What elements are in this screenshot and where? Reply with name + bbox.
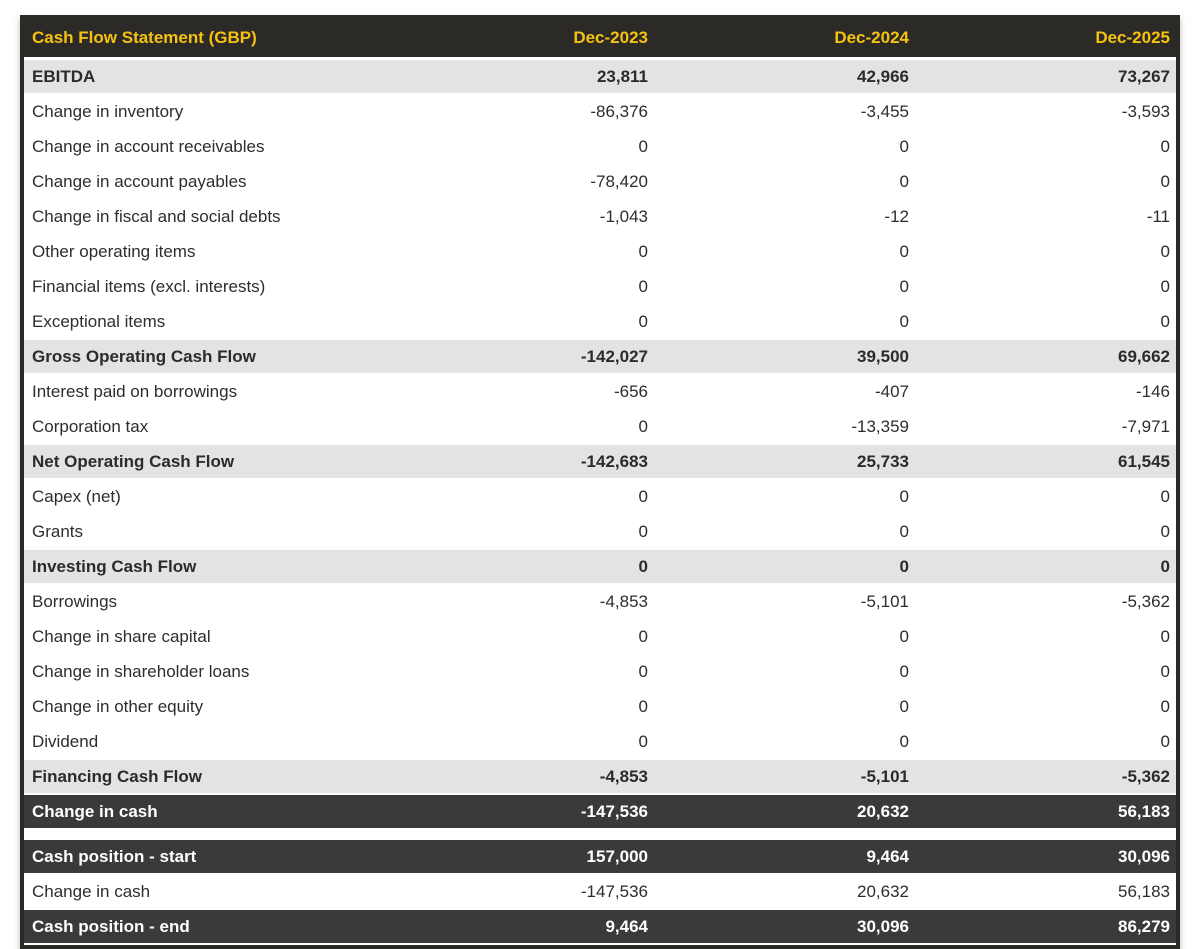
value-cell: -142,027 bbox=[393, 339, 654, 374]
value-cell: 0 bbox=[915, 619, 1176, 654]
value-cell: -86,376 bbox=[393, 94, 654, 129]
value-cell: 73,267 bbox=[915, 59, 1176, 95]
row-label: Financing Cash Flow bbox=[24, 759, 393, 794]
value-cell: -13,359 bbox=[654, 409, 915, 444]
value-cell: -3,455 bbox=[654, 94, 915, 129]
value-cell: 0 bbox=[393, 304, 654, 339]
row-label: Borrowings bbox=[24, 584, 393, 619]
value-cell: -5,101 bbox=[654, 759, 915, 794]
table-title: Cash Flow Statement (GBP) bbox=[24, 19, 393, 59]
table-row bbox=[24, 374, 1176, 409]
value-cell: -7,971 bbox=[915, 409, 1176, 444]
value-cell: 0 bbox=[915, 304, 1176, 339]
table-row bbox=[24, 164, 1176, 199]
row-label: Change in cash bbox=[24, 874, 393, 909]
value-cell: 61,545 bbox=[915, 444, 1176, 479]
value-cell: 69,662 bbox=[915, 339, 1176, 374]
table-row bbox=[24, 549, 1176, 584]
cash-flow-statement-table bbox=[20, 15, 1180, 949]
value-cell: 0 bbox=[393, 619, 654, 654]
row-label: Change in share capital bbox=[24, 619, 393, 654]
value-cell: 9,464 bbox=[654, 840, 915, 874]
row-label: Net Operating Cash Flow bbox=[24, 444, 393, 479]
value-cell: 0 bbox=[393, 654, 654, 689]
value-cell: -5,362 bbox=[915, 759, 1176, 794]
column-header-dec-2023: Dec-2023 bbox=[393, 19, 654, 59]
table-row bbox=[24, 409, 1176, 444]
row-label: Cash position - start bbox=[24, 840, 393, 874]
row-label: EBITDA bbox=[24, 59, 393, 95]
value-cell: 0 bbox=[915, 724, 1176, 759]
value-cell: 0 bbox=[393, 549, 654, 584]
value-cell: 0 bbox=[915, 234, 1176, 269]
row-label: Change in shareholder loans bbox=[24, 654, 393, 689]
value-cell: 0 bbox=[654, 724, 915, 759]
table-row bbox=[24, 444, 1176, 479]
table-row bbox=[24, 129, 1176, 164]
value-cell: 25,733 bbox=[654, 444, 915, 479]
row-label: Gross Operating Cash Flow bbox=[24, 339, 393, 374]
table-row bbox=[24, 514, 1176, 549]
table-row bbox=[24, 654, 1176, 689]
row-label: Change in cash bbox=[24, 794, 393, 829]
value-cell: -407 bbox=[654, 374, 915, 409]
row-label: Grants bbox=[24, 514, 393, 549]
value-cell: -142,683 bbox=[393, 444, 654, 479]
table-row bbox=[24, 269, 1176, 304]
table-row bbox=[24, 794, 1176, 829]
column-header-dec-2024: Dec-2024 bbox=[654, 19, 915, 59]
spacer-cell bbox=[24, 829, 1176, 840]
value-cell: 0 bbox=[393, 129, 654, 164]
column-header-dec-2025: Dec-2025 bbox=[915, 19, 1176, 59]
table-row bbox=[24, 840, 1176, 874]
table-row bbox=[24, 584, 1176, 619]
row-label: Cash position - end bbox=[24, 909, 393, 944]
table-row bbox=[24, 724, 1176, 759]
row-label: Interest paid on borrowings bbox=[24, 374, 393, 409]
table-row bbox=[24, 909, 1176, 944]
table-row bbox=[24, 339, 1176, 374]
value-cell: -4,853 bbox=[393, 759, 654, 794]
value-cell: 0 bbox=[393, 514, 654, 549]
value-cell: -12 bbox=[654, 199, 915, 234]
value-cell: 0 bbox=[654, 689, 915, 724]
value-cell: 0 bbox=[915, 514, 1176, 549]
value-cell: 0 bbox=[654, 129, 915, 164]
value-cell: 9,464 bbox=[393, 909, 654, 944]
table-row bbox=[24, 689, 1176, 724]
value-cell: 86,279 bbox=[915, 909, 1176, 944]
value-cell: 0 bbox=[654, 304, 915, 339]
value-cell: 0 bbox=[654, 654, 915, 689]
row-label: Other operating items bbox=[24, 234, 393, 269]
value-cell: -656 bbox=[393, 374, 654, 409]
value-cell: -3,593 bbox=[915, 94, 1176, 129]
value-cell: 0 bbox=[654, 164, 915, 199]
table-row bbox=[24, 59, 1176, 95]
value-cell: 0 bbox=[393, 689, 654, 724]
row-label: Change in account payables bbox=[24, 164, 393, 199]
value-cell: 0 bbox=[654, 269, 915, 304]
value-cell: 56,183 bbox=[915, 874, 1176, 909]
value-cell: -78,420 bbox=[393, 164, 654, 199]
value-cell: 0 bbox=[393, 234, 654, 269]
value-cell: 42,966 bbox=[654, 59, 915, 95]
table-row bbox=[24, 199, 1176, 234]
value-cell: 0 bbox=[393, 724, 654, 759]
value-cell: -5,101 bbox=[654, 584, 915, 619]
value-cell: 0 bbox=[654, 619, 915, 654]
table-row bbox=[24, 759, 1176, 794]
value-cell: 0 bbox=[915, 164, 1176, 199]
table-row bbox=[24, 94, 1176, 129]
value-cell: 39,500 bbox=[654, 339, 915, 374]
row-label: Change in fiscal and social debts bbox=[24, 199, 393, 234]
table-row bbox=[24, 479, 1176, 514]
row-label: Exceptional items bbox=[24, 304, 393, 339]
value-cell: -146 bbox=[915, 374, 1176, 409]
value-cell: 0 bbox=[915, 549, 1176, 584]
value-cell: 0 bbox=[654, 479, 915, 514]
value-cell: -147,536 bbox=[393, 794, 654, 829]
value-cell: -11 bbox=[915, 199, 1176, 234]
row-label: Change in account receivables bbox=[24, 129, 393, 164]
value-cell: 20,632 bbox=[654, 794, 915, 829]
value-cell: 0 bbox=[393, 269, 654, 304]
value-cell: 0 bbox=[654, 514, 915, 549]
value-cell: -1,043 bbox=[393, 199, 654, 234]
value-cell: 0 bbox=[915, 654, 1176, 689]
value-cell: -5,362 bbox=[915, 584, 1176, 619]
row-label: Dividend bbox=[24, 724, 393, 759]
value-cell: 0 bbox=[654, 234, 915, 269]
row-label: Change in inventory bbox=[24, 94, 393, 129]
value-cell: 30,096 bbox=[654, 909, 915, 944]
value-cell: 157,000 bbox=[393, 840, 654, 874]
value-cell: 0 bbox=[915, 479, 1176, 514]
table-row bbox=[24, 619, 1176, 654]
row-label: Investing Cash Flow bbox=[24, 549, 393, 584]
value-cell: 0 bbox=[393, 479, 654, 514]
row-label: Capex (net) bbox=[24, 479, 393, 514]
section-spacer bbox=[24, 829, 1176, 840]
row-label: Corporation tax bbox=[24, 409, 393, 444]
value-cell: 0 bbox=[915, 269, 1176, 304]
value-cell: 20,632 bbox=[654, 874, 915, 909]
value-cell: 30,096 bbox=[915, 840, 1176, 874]
value-cell: 23,811 bbox=[393, 59, 654, 95]
table-row bbox=[24, 234, 1176, 269]
row-label: Change in other equity bbox=[24, 689, 393, 724]
value-cell: 0 bbox=[393, 409, 654, 444]
value-cell: 0 bbox=[654, 549, 915, 584]
cash-flow-table bbox=[24, 19, 1176, 945]
value-cell: -4,853 bbox=[393, 584, 654, 619]
header-row bbox=[24, 19, 1176, 59]
table-row bbox=[24, 874, 1176, 909]
row-label: Financial items (excl. interests) bbox=[24, 269, 393, 304]
value-cell: 56,183 bbox=[915, 794, 1176, 829]
value-cell: 0 bbox=[915, 129, 1176, 164]
value-cell: 0 bbox=[915, 689, 1176, 724]
value-cell: -147,536 bbox=[393, 874, 654, 909]
table-row bbox=[24, 304, 1176, 339]
table-body bbox=[24, 59, 1176, 945]
